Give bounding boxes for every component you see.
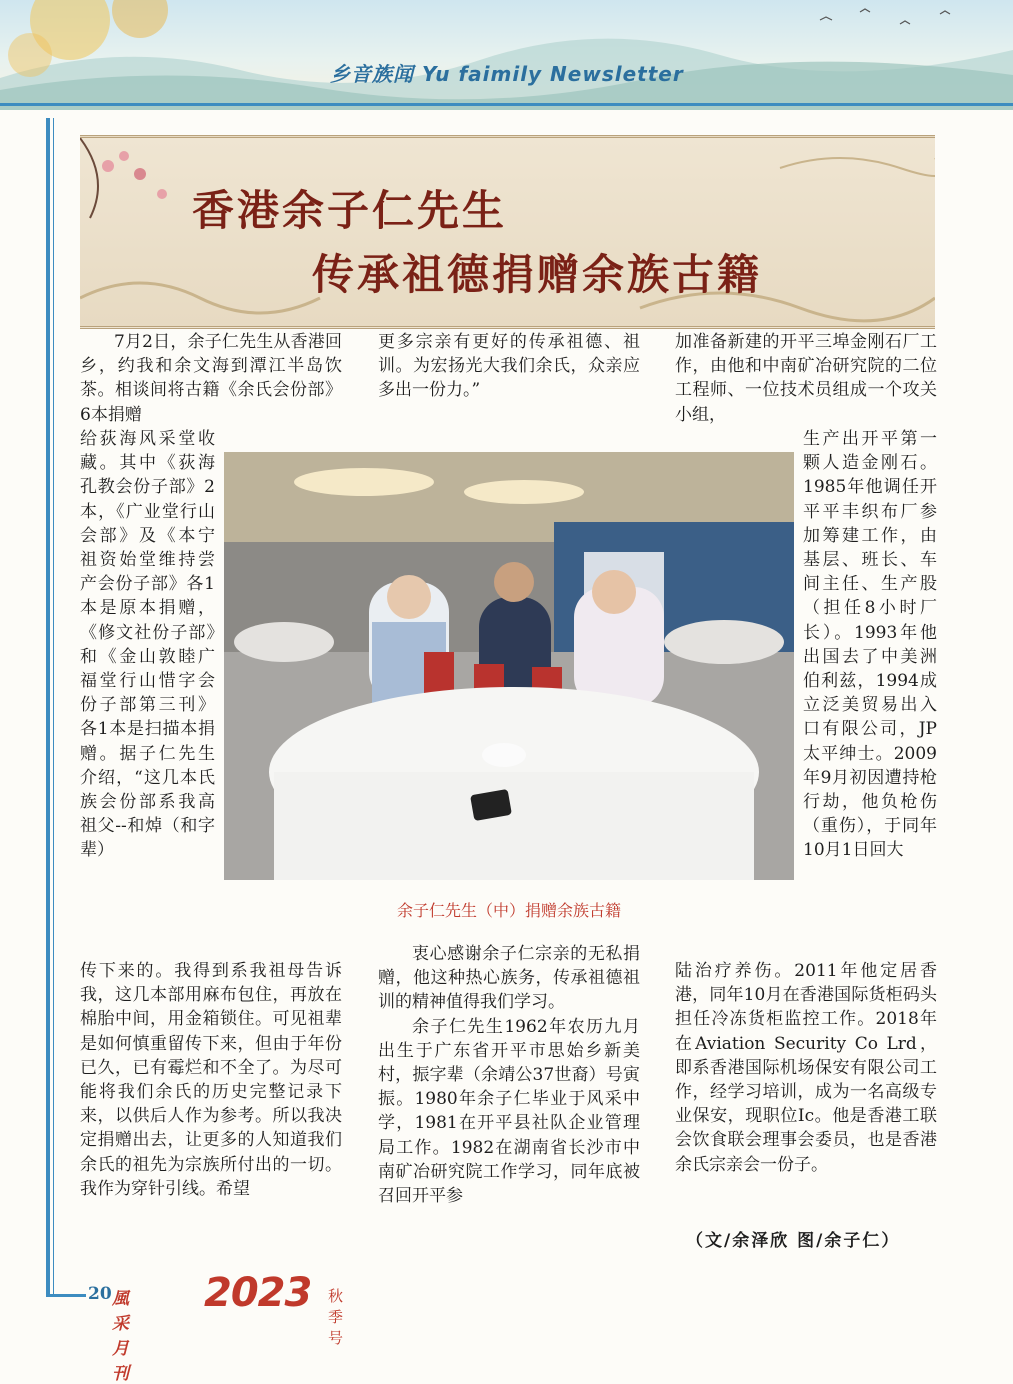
photo-caption: 余子仁先生（中）捐赠余族古籍 xyxy=(396,901,621,920)
page-number: 20 xyxy=(88,1284,112,1304)
header-title: 乡音族闻 Yu faimily Newsletter xyxy=(330,62,684,86)
col3-narrow-text: 生产出开平第一颗人造金刚石。1985年他调任开平平丰织布厂参加筹建工作，由基层、班长、车间主任、生产股（担任8小时厂长）。1993年他出国去了中美洲伯利兹，1994成立泛美贸易出入口有限公司，JP太平绅士。2009年9月初因遭持枪行劫，他负枪伤（重伤），于同年10月1日回大 xyxy=(803,429,937,861)
banquet-hall-scene xyxy=(224,452,794,880)
left-margin-rule xyxy=(46,118,50,1296)
col2-paragraph-bio: 余子仁先生1962年农历九月出生于广东省开平市思始乡新美村，振字辈（余靖公37世裔）号寅振。1980年余子仁毕业于风采中学，1981在开平县社队企业管理局工作。1982在湖南省长沙市中南矿冶研究院工作学习，同年底被召回开平参 xyxy=(378,1016,640,1207)
col1-narrow-text: 给荻海风采堂收藏。其中《荻海孔教会份子部》2本，《广业堂行山会部》及《本宁祖资始堂维持尝产会份子部》各1本是原本捐赠，《修文社份子部》和《金山敦睦广福堂行山惜字会份子部第三刊》各1本是扫描本捐赠。据子仁先生介绍，“这几本氏族会份部系我高祖父--和焯（和字辈） xyxy=(80,429,215,861)
header-rule xyxy=(0,103,1013,106)
magazine-name: 風采月刊 xyxy=(112,1289,129,1384)
footer-rule xyxy=(46,1294,86,1297)
col1-bottom-text: 传下来的。我得到系我祖母告诉我，这几本部用麻布包住，再放在棉胎中间，用金箱锁住。可见祖辈是如何慎重留传下来，但由于年份已久，已有霉烂和不全了。为尽可能将我们余氏的历史完整记录下来，以供后人作为参考。所以我决定捐赠出去，让更多的人知道我们余氏的祖先为宗族所付出的一切。我作为穿针引线。希望 xyxy=(80,961,342,1199)
donation-photo xyxy=(224,452,794,880)
article-title-line2: 传承祖德捐赠余族古籍 xyxy=(312,250,763,299)
issue-year: 2023 xyxy=(204,1270,312,1316)
newsletter-header xyxy=(0,0,1013,110)
col3-top-text: 加准备新建的开平三埠金刚石厂工作，由他和中南矿冶研究院的二位工程师、一位技术员组成一个攻关小组， xyxy=(675,332,937,425)
article-title-line1: 香港余子仁先生 xyxy=(192,186,508,235)
col2-top-text: 更多宗亲有更好的传承祖德、祖训。为宏扬光大我们余氏，众亲应多出一份力。” xyxy=(378,332,640,401)
issue-season: 秋季号 xyxy=(328,1287,344,1347)
col2-paragraph-thanks: 衷心感谢余子仁宗亲的无私捐赠，他这种热心族务，传承祖德祖训的精神值得我们学习。 xyxy=(378,944,640,1013)
left-margin-rule-thin xyxy=(53,118,54,1296)
col3-bottom-text: 陆治疗养伤。2011年他定居香港，同年10月在香港国际货柜码头担任冷冻货柜监控工作。2018年在Aviation Security Co Lrd，即系香港国际机场保安有限公司工作，经学习培训，成为一名高级专业保安，现职位Ic。他是香港工联会饮食联会理事会委员，也是香港余氏宗亲会一份子。 xyxy=(675,961,937,1175)
col2-bottom-block xyxy=(378,942,640,1208)
col1-top-paragraph: 7月2日，余子仁先生从香港回乡，约我和余文海到潭江半岛饮茶。相谈间将古籍《余氏会份部》6本捐赠 xyxy=(80,332,342,425)
landscape-illustration xyxy=(0,0,1013,110)
author-credit: （文/余泽欣 图/余子仁） xyxy=(686,1231,901,1251)
article-title-banner xyxy=(80,135,935,329)
